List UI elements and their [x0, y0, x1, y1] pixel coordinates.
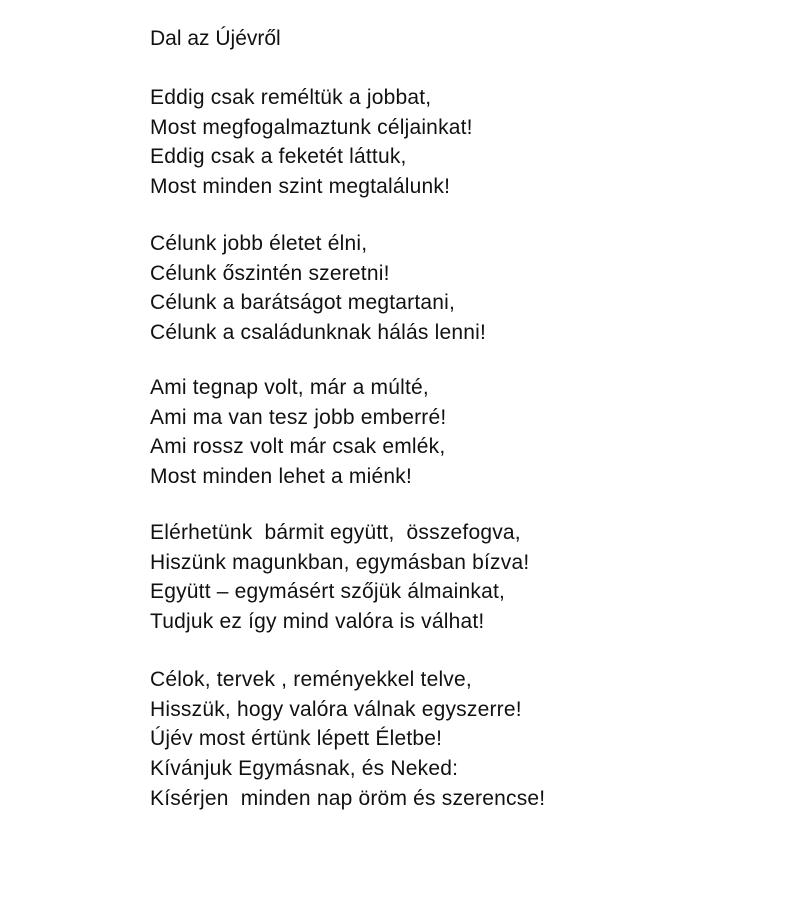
poem-line: Ami rossz volt már csak emlék,	[150, 435, 446, 459]
stanza-4	[150, 518, 529, 637]
stanza-3	[150, 373, 446, 492]
poem-line: Célok, tervek , reményekkel telve,	[150, 668, 472, 691]
poem-line: Most megfogalmaztunk céljainkat!	[150, 115, 473, 139]
poem-line: Újév most értünk lépett Életbe!	[150, 727, 443, 751]
poem-line: Ami ma van tesz jobb emberré!	[150, 405, 447, 429]
poem-line: Eddig csak reméltük a jobbat,	[150, 86, 432, 109]
poem-line: Kívánjuk Egymásnak, és Neked:	[150, 757, 459, 781]
poem-line: Célunk jobb életet élni,	[150, 232, 368, 255]
poem-line: Hisszük, hogy valóra válnak egyszerre!	[150, 697, 522, 721]
poem-line: Kísérjen minden nap öröm és szerencse!	[150, 786, 546, 810]
poem-line: Tudjuk ez így mind valóra is válhat!	[150, 610, 485, 634]
poem-line: Együtt – egymásért szőjük álmainkat,	[150, 580, 506, 604]
poem-line: Most minden szint megtalálunk!	[150, 175, 451, 199]
poem-title: Dal az Újévről	[150, 27, 281, 50]
poem-line: Célunk őszintén szeretni!	[150, 261, 390, 285]
poem-line: Most minden lehet a miénk!	[150, 465, 412, 489]
poem-line: Hiszünk magunkban, egymásban bízva!	[150, 550, 530, 574]
stanza-1	[150, 83, 473, 202]
poem-line: Ami tegnap volt, már a múlté,	[150, 376, 429, 399]
poem-line: Célunk a családunknak hálás lenni!	[150, 321, 487, 345]
stanza-2	[150, 229, 486, 348]
poem-line: Célunk a barátságot megtartani,	[150, 291, 456, 315]
poem-line: Eddig csak a feketét láttuk,	[150, 145, 407, 169]
stanza-5	[150, 665, 545, 814]
poem-line: Elérhetünk bármit együtt, összefogva,	[150, 521, 521, 544]
